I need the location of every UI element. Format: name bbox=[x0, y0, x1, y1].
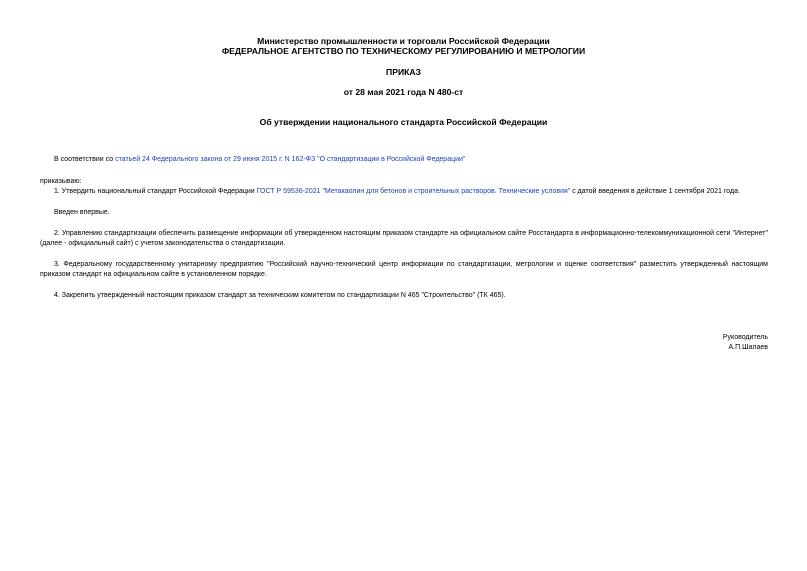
order-word: приказываю: bbox=[40, 178, 82, 185]
item-3-paragraph: 3. Федеральному государственному унитарному предприятию "Российский научно-технический центр информации по стандартизации, метрологии и оценке соответствия" разместить утвержденный настоящим приказом стандарт на официальном сайте в установленном порядке. bbox=[40, 261, 768, 278]
item-1-suffix: с датой введения в действие 1 сентября 2021 года. bbox=[570, 188, 740, 195]
document-date-number: от 28 мая 2021 года N 480-ст bbox=[343, 87, 464, 97]
first-time-note: Введен впервые. bbox=[54, 209, 110, 216]
signature-position: Руководитель bbox=[722, 334, 768, 341]
federal-law-link[interactable]: статьей 24 Федерального закона от 29 июня 2015 г. N 162-ФЗ "О стандартизации в Российской Федерации" bbox=[115, 156, 466, 163]
preamble-prefix: В соответствии со bbox=[54, 156, 116, 163]
ministry-name: Министерство промышленности и торговли Российской Федерации bbox=[257, 36, 550, 46]
item-4-paragraph: 4. Закрепить утвержденный настоящим приказом стандарт за техническим комитетом по стандартизации N 465 "Строительство" (ТК 465). bbox=[54, 292, 506, 299]
item-1-paragraph bbox=[40, 187, 768, 197]
agency-name: ФЕДЕРАЛЬНОЕ АГЕНТСТВО ПО ТЕХНИЧЕСКОМУ РЕГУЛИРОВАНИЮ И МЕТРОЛОГИИ bbox=[221, 46, 586, 56]
gost-standard-link[interactable]: ГОСТ Р 59536-2021 "Метакаолин для бетонов и строительных растворов. Технические условия" bbox=[256, 188, 571, 195]
document-title: Об утверждении национального стандарта Российской Федерации bbox=[259, 117, 548, 127]
signature-name: А.П.Шалаев bbox=[728, 344, 768, 351]
document-type: ПРИКАЗ bbox=[386, 67, 421, 77]
item-2-paragraph: 2. Управлению стандартизации обеспечить размещение информации об утвержденном настоящим приказом стандарте на официальном сайте Росстандарта в информационно-телекоммуникационной сети "Интернет" (далее - официальный сайт) с учетом законодательства о стандартизации. bbox=[40, 230, 768, 247]
item-1-prefix: 1. Утвердить национальный стандарт Российской Федерации bbox=[54, 188, 257, 195]
preamble-paragraph bbox=[40, 155, 768, 165]
